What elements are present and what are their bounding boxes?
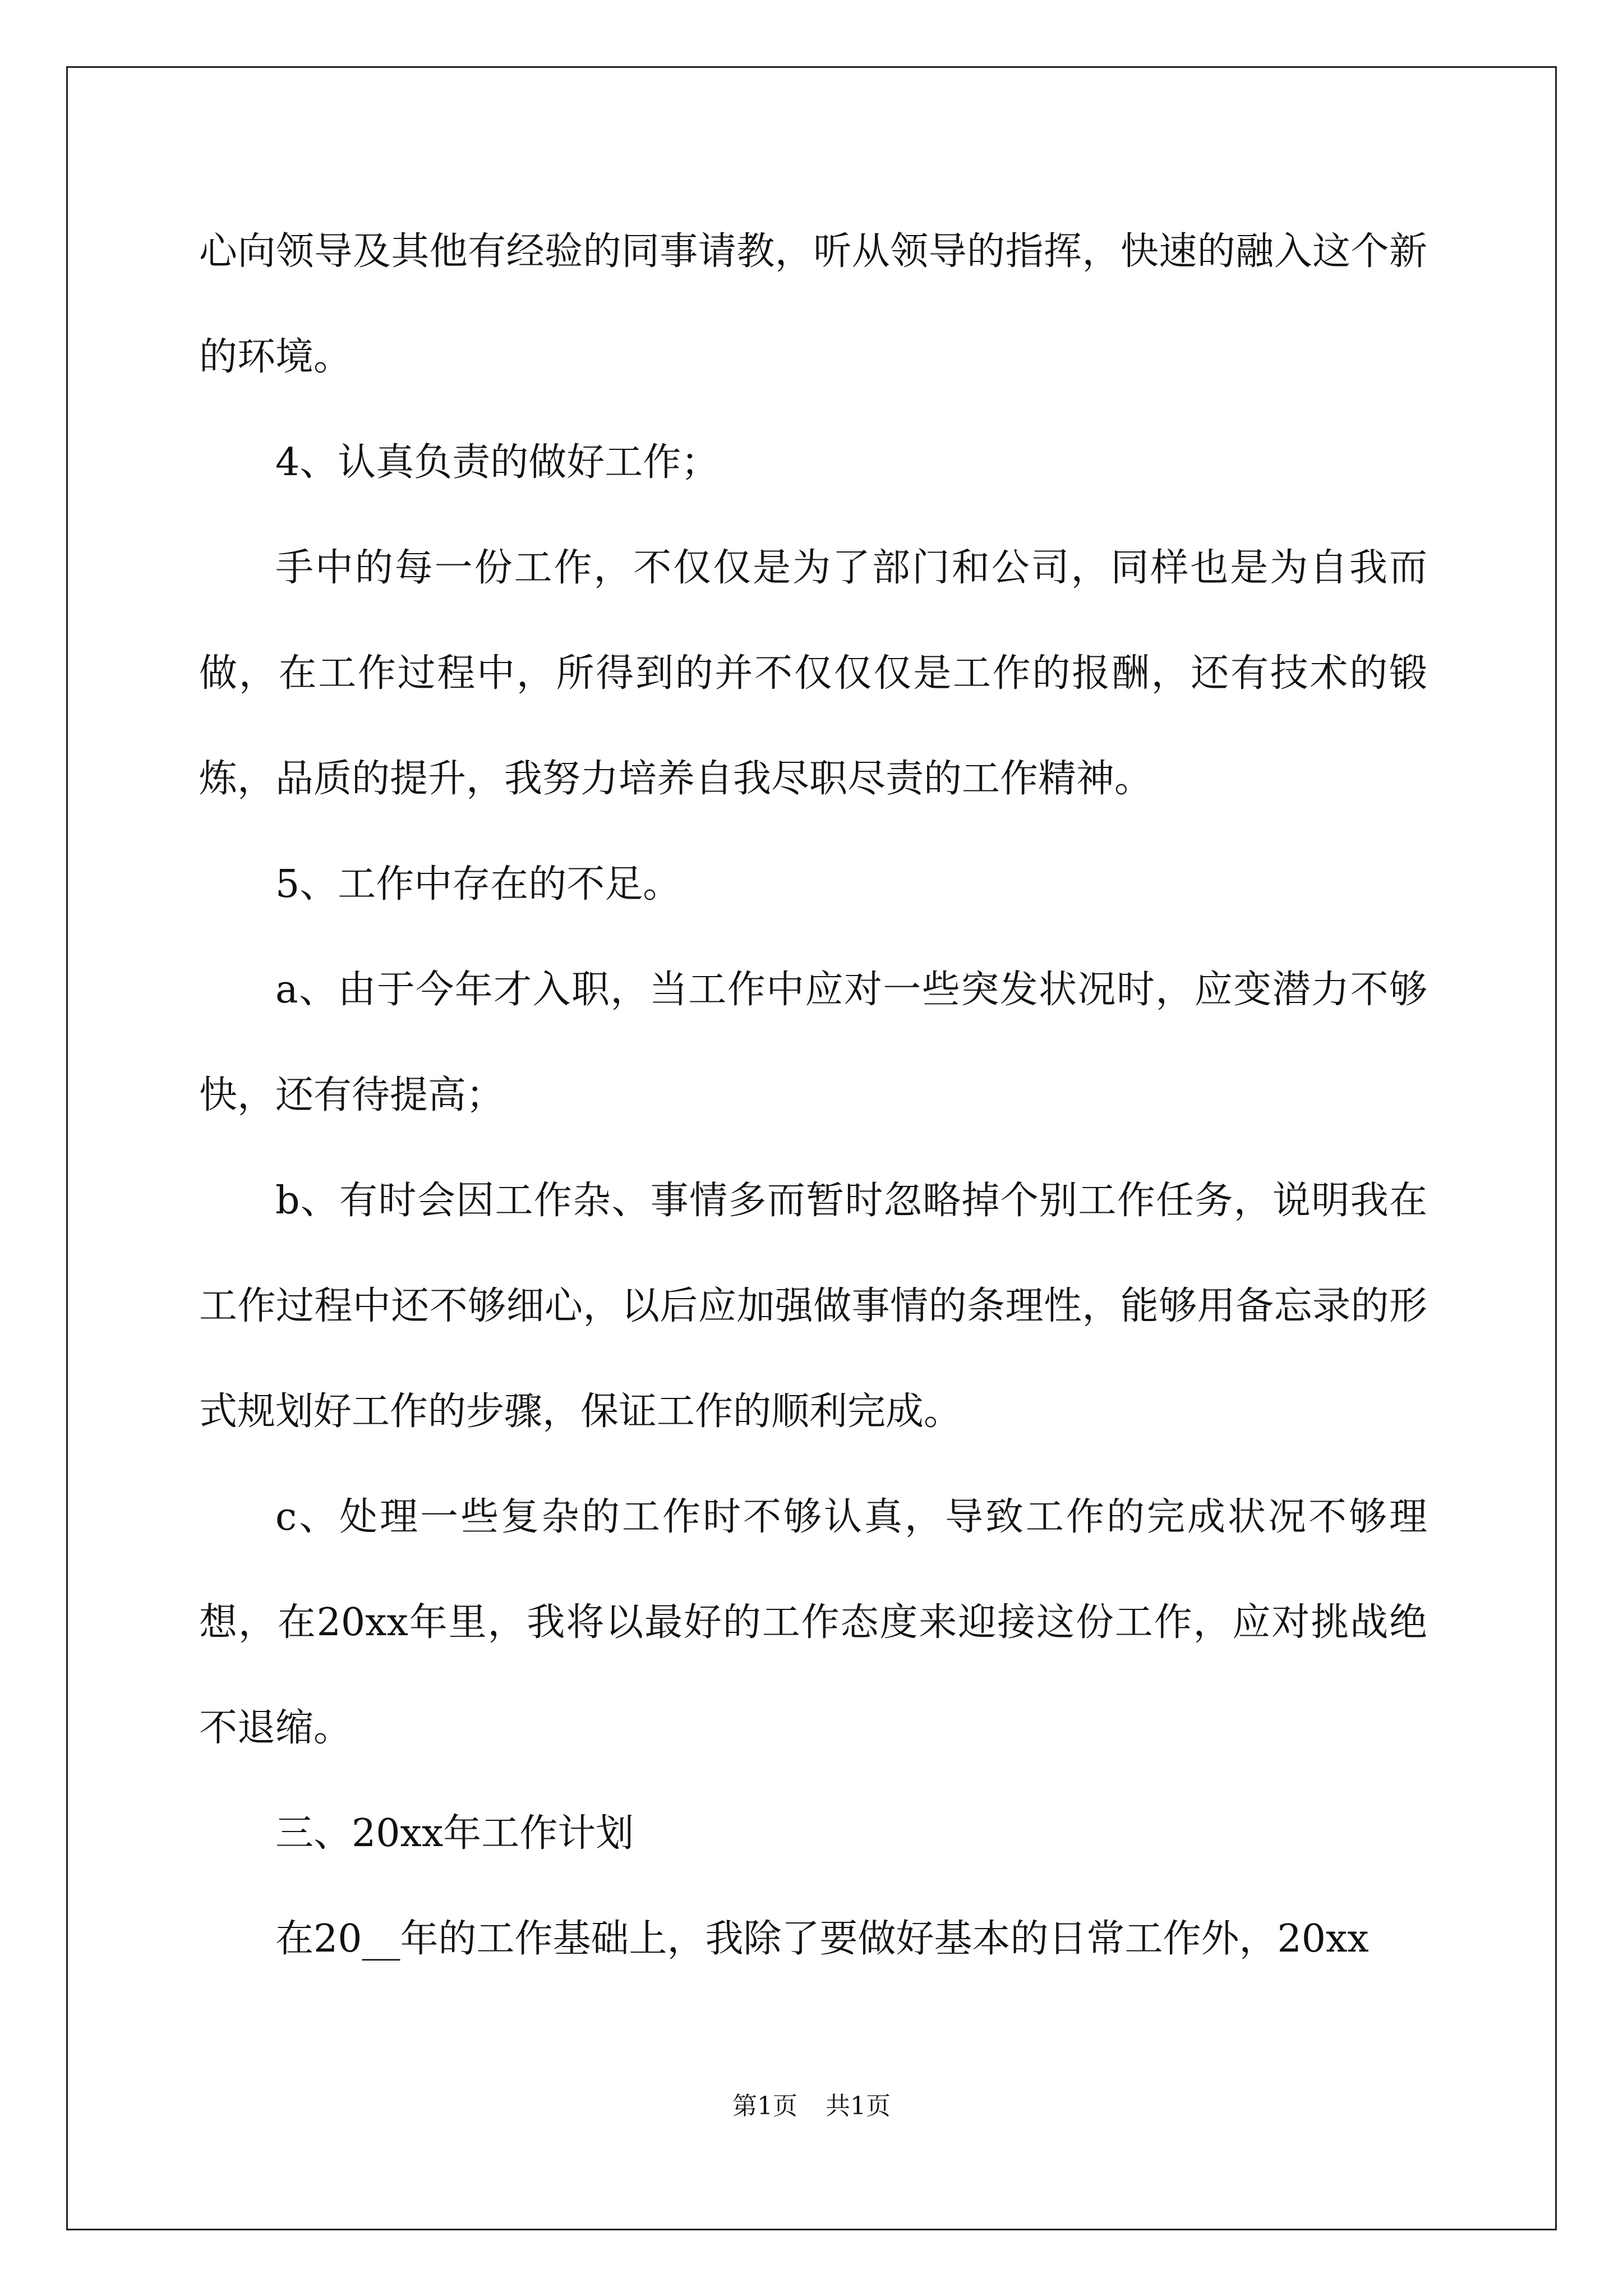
paragraph: 4、认真负责的做好工作； xyxy=(275,440,720,485)
paragraph: 手中的每一份工作，不仅仅是为了部门和公司，同样也是为自我而做，在工作过程中，所得到的并不仅仅仅是工作的报酬，还有技术的锻炼，品质的提升，我努力培养自我尽职尽责的工作精神。 xyxy=(199,546,1427,801)
page-number: 第1页 xyxy=(732,2092,797,2120)
paragraph: 在20__年的工作基础上，我除了要做好基本的日常工作外，20xx xyxy=(275,1917,1369,1961)
paragraph: 5、工作中存在的不足。 xyxy=(275,862,681,907)
page-total: 共1页 xyxy=(826,2092,891,2120)
paragraph: 心向领导及其他有经验的同事请教，听从领导的指挥，快速的融入这个新的环境。 xyxy=(199,229,1427,379)
document-body xyxy=(199,199,1427,1992)
section-heading: 三、20xx年工作计划 xyxy=(275,1811,634,1856)
page-footer xyxy=(0,2086,1623,2122)
paragraph: c、处理一些复杂的工作时不够认真，导致工作的完成状况不够理想，在20xx年里，我将以最好的工作态度来迎接这份工作，应对挑战绝不退缩。 xyxy=(199,1495,1427,1750)
paragraph: b、有时会因工作杂、事情多而暂时忽略掉个别工作任务，说明我在工作过程中还不够细心，以后应加强做事情的条理性，能够用备忘录的形式规划好工作的步骤，保证工作的顺利完成。 xyxy=(199,1179,1427,1434)
paragraph: a、由于今年才入职，当工作中应对一些突发状况时，应变潜力不够快，还有待提高； xyxy=(199,968,1427,1117)
